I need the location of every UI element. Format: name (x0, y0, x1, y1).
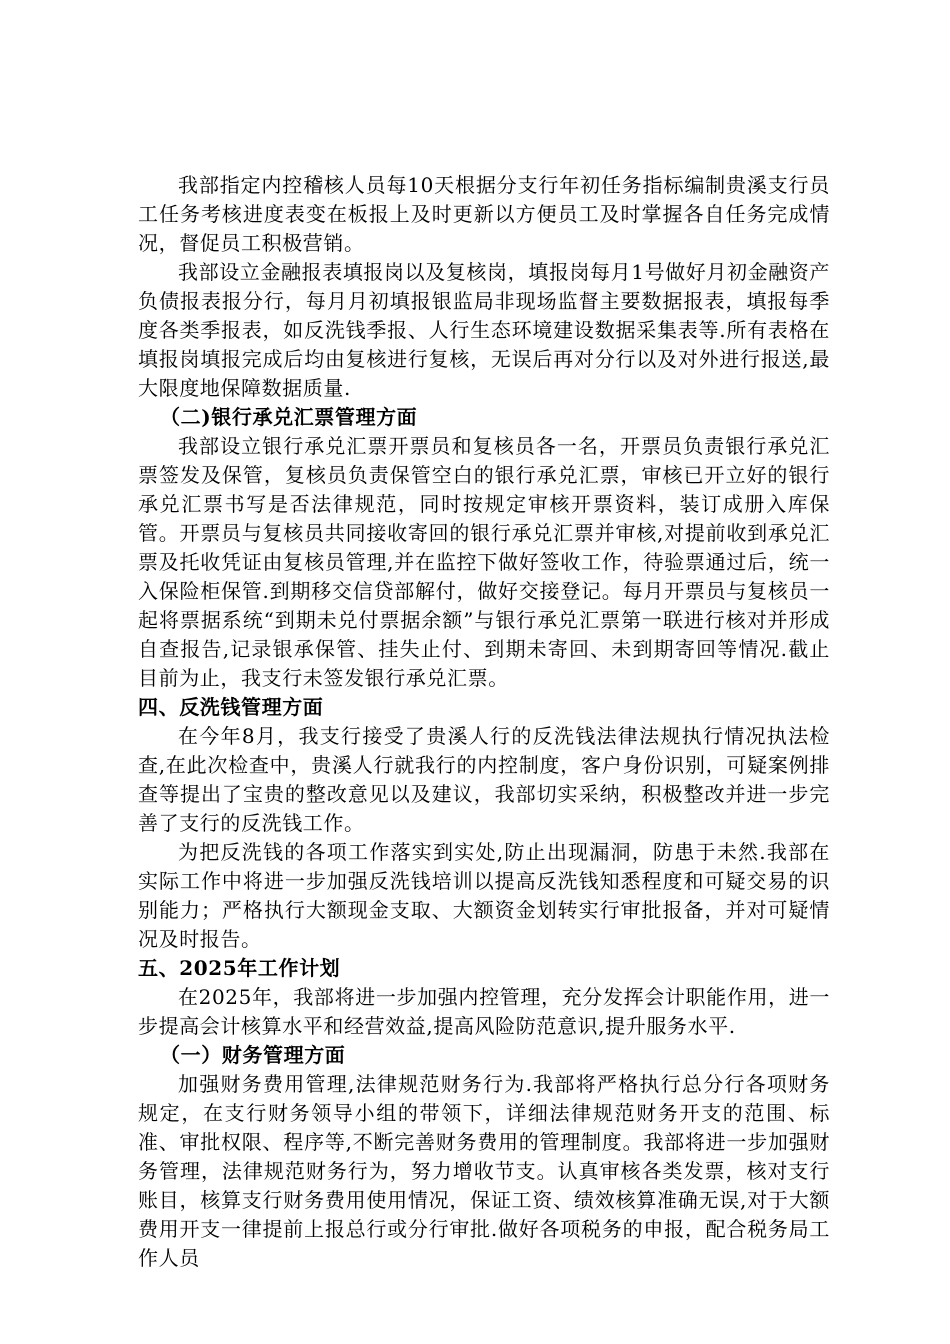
paragraph-aml-measures: 为把反洗钱的各项工作落实到实处,防止出现漏洞，防患于未然.我部在实际工作中将进一步加强反洗钱培训以提高反洗钱知悉程度和可疑交易的识别能力；严格执行大额现金支取、大额资金划转实行审批报备，并对可疑情况及时报告。 (138, 840, 830, 951)
heading-anti-money-laundering: 四、反洗钱管理方面 (138, 695, 324, 719)
heading-financial-management: （一）财务管理方面 (160, 1043, 346, 1067)
paragraph-aml-inspection: 在今年8月，我支行接受了贵溪人行的反洗钱法律法规执行情况执法检查,在此次检查中，贵溪人行就我行的内控制度，客户身份识别，可疑案例排查等提出了宝贵的整改意见以及建议，我部切实采纳，积极整改并进一步完善了支行的反洗钱工作。 (138, 724, 830, 835)
heading-bank-acceptance: （二)银行承兑汇票管理方面 (160, 405, 418, 429)
paragraph-task-assessment: 我部指定内控稽核人员每10天根据分支行年初任务指标编制贵溪支行员工任务考核进度表变在板报上及时更新以方便员工及时掌握各自任务完成情况，督促员工积极营销。 (138, 173, 830, 255)
paragraph-bank-acceptance: 我部设立银行承兑汇票开票员和复核员各一名，开票员负责银行承兑汇票签发及保管，复核员负责保管空白的银行承兑汇票，审核已开立好的银行承兑汇票书写是否法律规范，同时按规定审核开票资料，装订成册入库保管。开票员与复核员共同接收寄回的银行承兑汇票并审核,对提前收到承兑汇票及托收凭证由复核员管理,并在监控下做好签收工作，待验票通过后，统一入保险柜保管.到期移交信贷部解付，做好交接登记。每月开票员与复核员一起将票据系统“到期未兑付票据余额”与银行承兑汇票第一联进行核对并形成自查报告,记录银承保管、挂失止付、到期未寄回、未到期寄回等情况.截止目前为止，我支行未签发银行承兑汇票。 (138, 434, 830, 690)
heading-work-plan: 五、2025年工作计划 (138, 956, 341, 980)
paragraph-work-plan: 在2025年，我部将进一步加强内控管理，充分发挥会计职能作用，进一步提高会计核算水平和经营效益,提高风险防范意识,提升服务水平. (138, 985, 830, 1038)
paragraph-financial-reports: 我部设立金融报表填报岗以及复核岗，填报岗每月1号做好月初金融资产负债报表报分行，每月月初填报银监局非现场监督主要数据报表，填报每季度各类季报表，如反洗钱季报、人行生态环境建设数据采集表等.所有表格在填报岗填报完成后均由复核进行复核，无误后再对分行以及对外进行报送,最大限度地保障数据质量. (138, 260, 830, 400)
document-body (138, 171, 830, 1273)
paragraph-financial-management: 加强财务费用管理,法律规范财务行为.我部将严格执行总分行各项财务规定，在支行财务领导小组的带领下，详细法律规范财务开支的范围、标准、审批权限、程序等,不断完善财务费用的管理制度。我部将进一步加强财务管理，法律规范财务行为，努力增收节支。认真审核各类发票，核对支行账目，核算支行财务费用使用情况，保证工资、绩效核算准确无误,对于大额费用开支一律提前上报总行或分行审批.做好各项税务的申报，配合税务局工作人员 (138, 1072, 830, 1270)
